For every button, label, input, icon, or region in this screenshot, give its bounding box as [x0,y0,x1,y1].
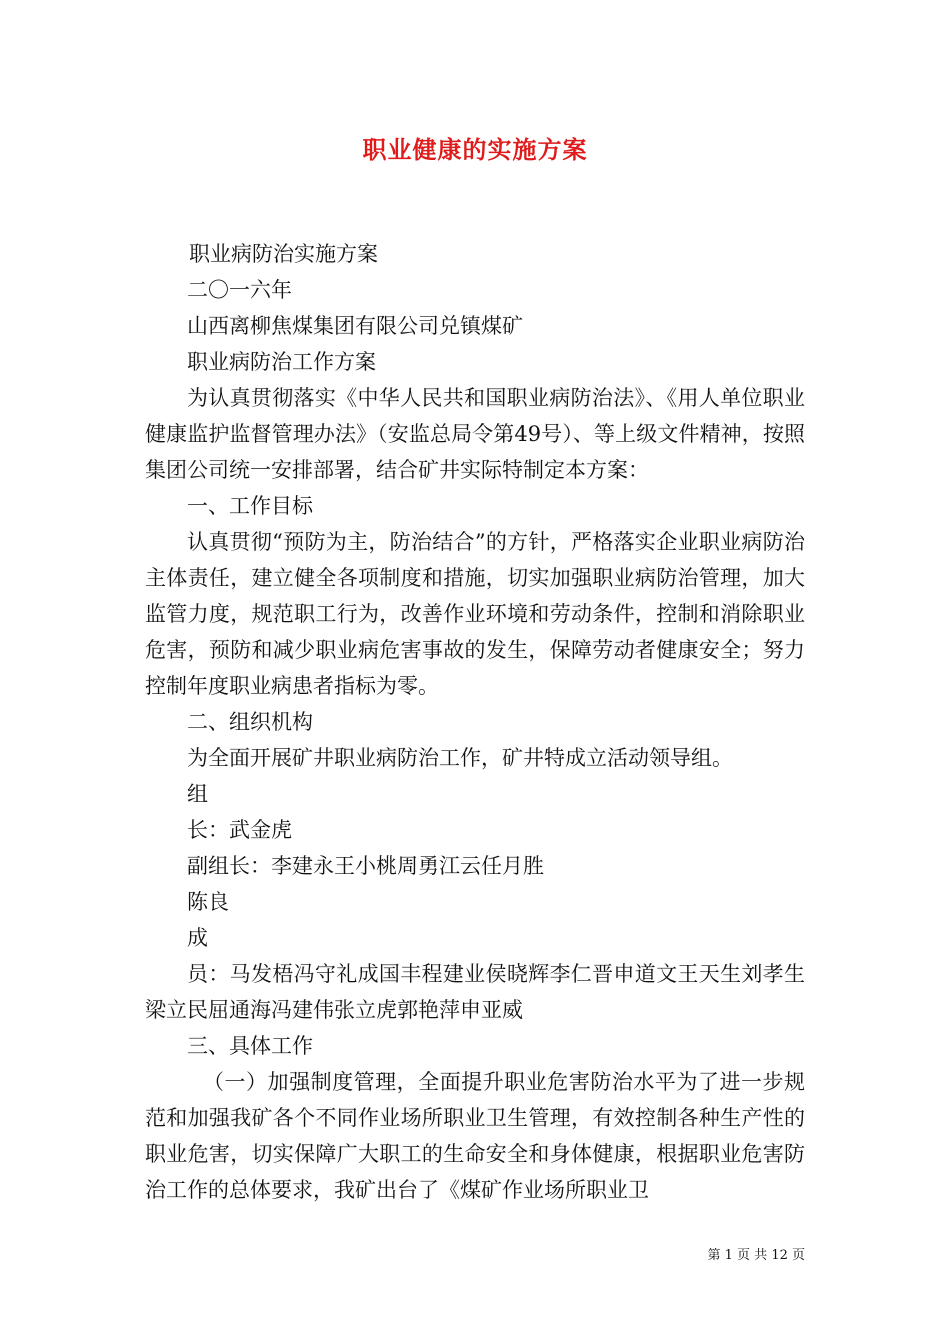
heading-organization: 二、组织机构 [187,710,313,734]
paragraph-year: 二〇一六年 [187,278,292,302]
document-title: 职业健康的实施方案 [362,135,588,164]
paragraph-group-label: 组 [187,782,208,806]
document-body [145,236,805,1208]
paragraph-organization: 为全面开展矿井职业病防治工作，矿井特成立活动领导组。 [187,746,733,770]
paragraph-members: 员：马发梧冯守礼成国丰程建业侯晓辉李仁晋申道文王天生刘孝生梁立民屈通海冯建伟张立虎郭艳萍申亚威 [145,962,805,1022]
paragraph-plan-name: 职业病防治实施方案 [189,242,378,266]
paragraph-work-goal: 认真贯彻“预防为主，防治结合”的方针，严格落实企业职业病防治主体责任，建立健全各项制度和措施，切实加强职业病防治管理，加大监管力度，规范职工行为，改善作业环境和劳动条件，控制和消除职业危害，预防和减少职业病危害事故的发生，保障劳动者健康安全；努力控制年度职业病患者指标为零。 [145,530,805,698]
heading-specific-work: 三、具体工作 [187,1034,313,1058]
paragraph-deputy-extra: 陈良 [187,890,229,914]
paragraph-work-plan: 职业病防治工作方案 [187,350,376,374]
page-footer: 第 1 页 共 12 页 [707,1248,805,1263]
paragraph-company: 山西离柳焦煤集团有限公司兑镇煤矿 [187,314,523,338]
paragraph-group-leader: 长：武金虎 [187,818,292,842]
paragraph-deputy-leaders: 副组长：李建永王小桃周勇江云任月胜 [187,854,544,878]
paragraph-specific-work: （一）加强制度管理，全面提升职业危害防治水平为了进一步规范和加强我矿各个不同作业场所职业卫生管理，有效控制各种生产性的职业危害，切实保障广大职工的生命安全和身体健康，根据职业危害防治工作的总体要求，我矿出台了《煤矿作业场所职业卫 [145,1070,805,1202]
paragraph-members-label: 成 [187,926,208,950]
heading-work-goal: 一、工作目标 [187,494,313,518]
paragraph-intro: 为认真贯彻落实《中华人民共和国职业病防治法》、《用人单位职业健康监护监督管理办法》（安监总局令第49号）、等上级文件精神，按照集团公司统一安排部署，结合矿井实际特制定本方案： [145,386,805,482]
